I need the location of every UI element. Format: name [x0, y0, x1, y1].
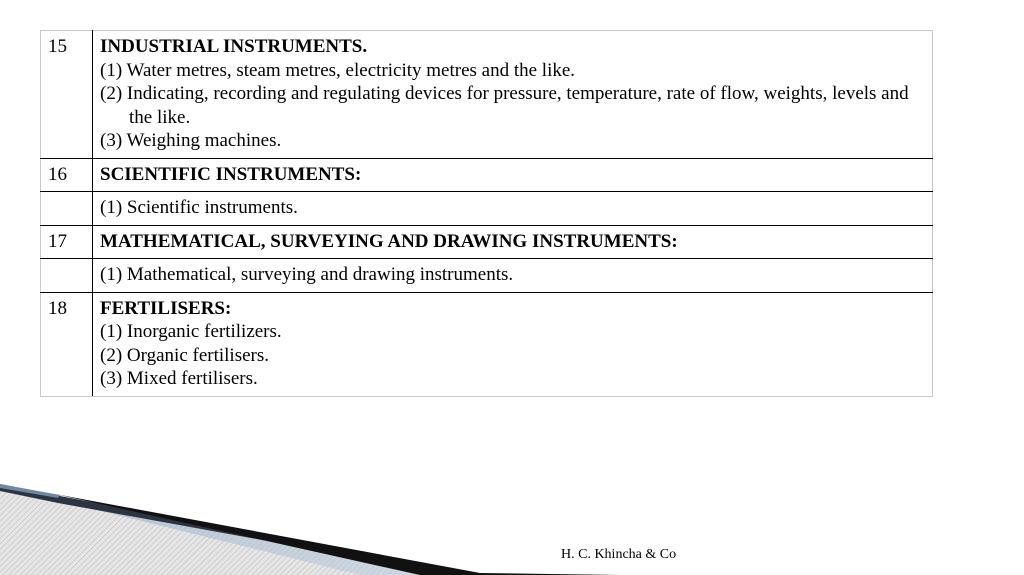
row-content [93, 292, 933, 396]
list-item: (1) Mathematical, surveying and drawing instruments. [100, 264, 514, 285]
items-table [40, 30, 933, 397]
list-item: (1) Water metres, steam metres, electricity metres and the like. [100, 59, 576, 81]
list-item: (3) Weighing machines. [100, 130, 282, 151]
row-number: 18 [41, 292, 93, 396]
table-row [41, 225, 933, 259]
row-content [93, 31, 933, 159]
list-item: (1) Scientific instruments. [100, 197, 298, 218]
row-content [93, 158, 933, 192]
list-item: (2) Organic fertilisers. [100, 344, 270, 366]
table-row [41, 259, 933, 293]
table-row [41, 192, 933, 226]
row-heading: INDUSTRIAL INSTRUMENTS. [100, 36, 368, 57]
row-number [41, 259, 93, 293]
row-heading: FERTILISERS: [100, 297, 232, 319]
table-row [41, 31, 933, 159]
row-number [41, 192, 93, 226]
list-item: (1) Inorganic fertilizers. [100, 321, 282, 342]
list-item: (2) Indicating, recording and regulating devices for pressure, temperature, rate of flow, weights, levels and the like. [100, 83, 909, 128]
list-item: (3) Mixed fertilisers. [100, 368, 258, 389]
table-row [41, 292, 933, 396]
row-number: 17 [41, 225, 93, 259]
row-number: 16 [41, 158, 93, 192]
row-content [93, 225, 933, 259]
row-heading: SCIENTIFIC INSTRUMENTS: [100, 163, 362, 185]
row-content [93, 259, 933, 293]
row-content [93, 192, 933, 226]
footer-credit: H. C. Khincha & Co [561, 547, 677, 562]
table-row [41, 158, 933, 192]
row-number: 15 [41, 31, 93, 159]
row-heading: MATHEMATICAL, SURVEYING AND DRAWING INSTRUMENTS: [100, 230, 678, 252]
